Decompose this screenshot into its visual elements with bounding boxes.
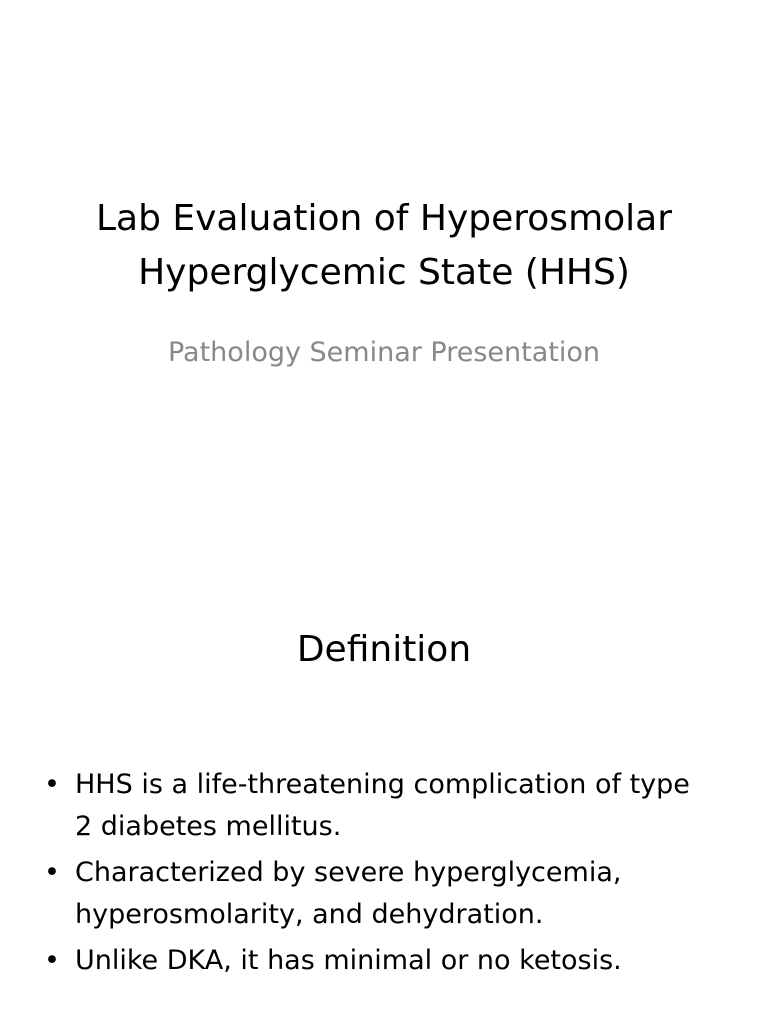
bullet-text-line: 2 diabetes mellitus. — [75, 811, 342, 842]
bullet-dot-icon: • — [44, 945, 60, 976]
slide-title: Definition — [296, 629, 472, 670]
bullet-item — [40, 940, 728, 982]
bullet-text-line: hyperosmolarity, and dehydration. — [75, 899, 544, 930]
bullet-text-line: Characterized by severe hyperglycemia, — [75, 857, 622, 888]
bullet-list — [40, 764, 728, 986]
title-line-1: Lab Evaluation of Hyperosmolar — [95, 198, 673, 239]
bullet-dot-icon: • — [44, 769, 60, 800]
title-line-2: Hyperglycemic State (HHS) — [138, 252, 630, 293]
definition-slide — [0, 576, 768, 1024]
presentation-title — [40, 192, 728, 300]
presentation-subtitle: Pathology Seminar Presentation — [167, 337, 600, 368]
bullet-text-line: HHS is a life-threatening complication of type — [75, 769, 690, 800]
bullet-dot-icon: • — [44, 857, 60, 888]
bullet-item — [40, 852, 728, 936]
bullet-text-line: Unlike DKA, it has minimal or no ketosis. — [75, 945, 622, 976]
bullet-item — [40, 764, 728, 848]
